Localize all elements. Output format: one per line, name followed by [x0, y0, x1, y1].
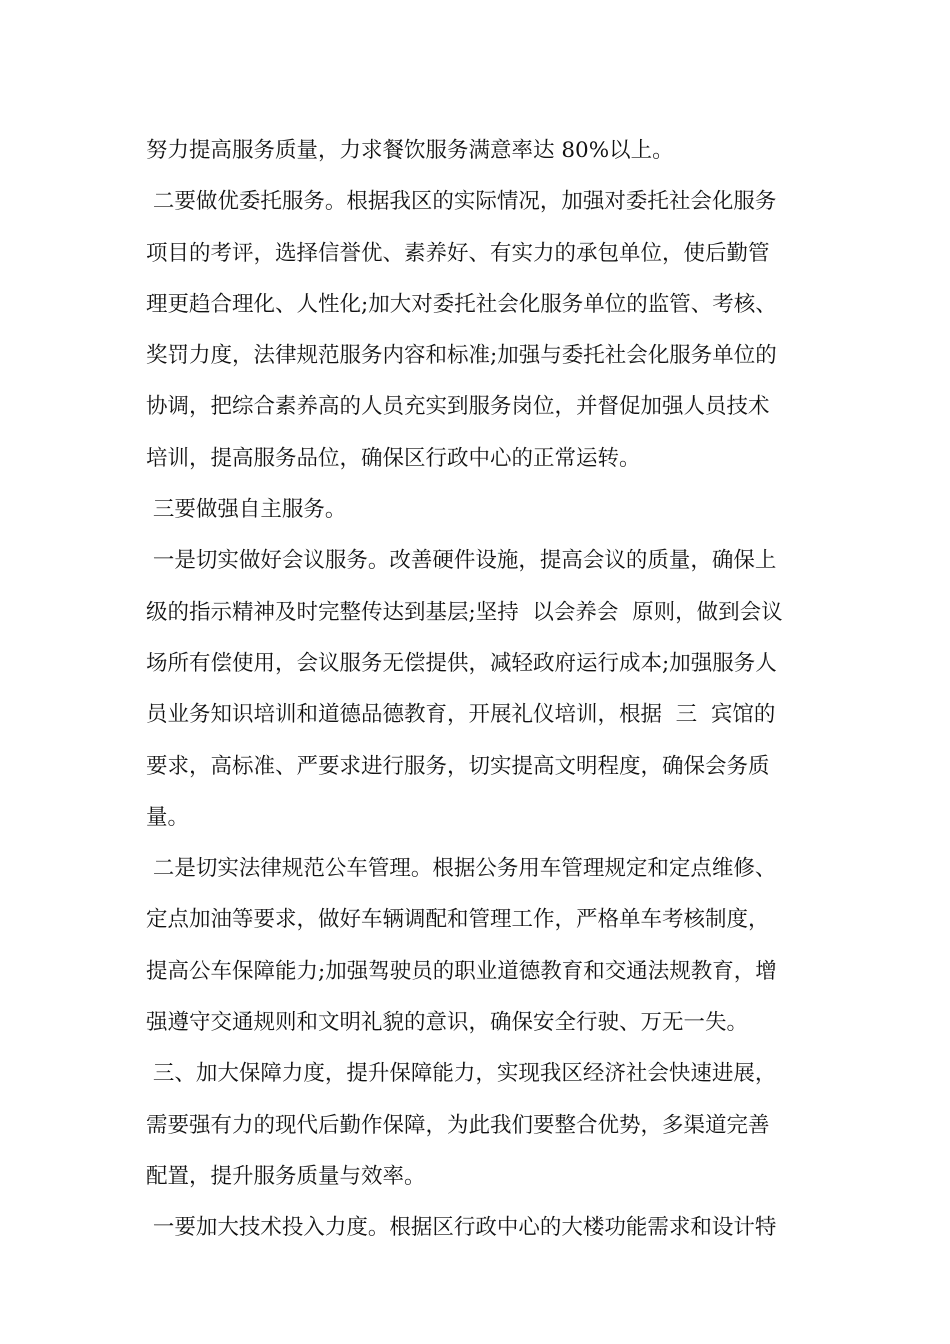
text-line: 三要做强自主服务。 [146, 497, 347, 523]
text-line: 努力提高服务质量，力求餐饮服务满意率达 80%以上。 [146, 138, 674, 163]
text-line: 员业务知识培训和道德品德教育，开展礼仪培训，根据 三 宾馆的 [146, 702, 776, 728]
text-line: 二是切实法律规范公车管理。根据公务用车管理规定和定点维修、 [146, 856, 777, 882]
text-line: 定点加油等要求，做好车辆调配和管理工作，严格单车考核制度， [146, 907, 770, 933]
text-line: 场所有偿使用，会议服务无偿提供，减轻政府运行成本;加强服务人 [146, 650, 777, 676]
text-line: 强遵守交通规则和文明礼貌的意识，确保安全行驶、万无一失。 [146, 1010, 749, 1036]
text-line: 量。 [146, 804, 190, 830]
text-line: 二要做优委托服务。根据我区的实际情况，加强对委托社会化服务 [146, 189, 777, 215]
text-line: 一是切实做好会议服务。改善硬件设施，提高会议的质量，确保上 [146, 548, 777, 574]
text-line: 级的指示精神及时完整传达到基层;坚持 以会养会 原则，做到会议 [146, 599, 783, 625]
text-line: 要求，高标准、严要求进行服务，切实提高文明程度，确保会务质 [146, 753, 770, 779]
text-line: 配置，提升服务质量与效率。 [146, 1163, 426, 1189]
text-line: 奖罚力度，法律规范服务内容和标准;加强与委托社会化服务单位的 [146, 343, 777, 369]
text-line: 需要强有力的现代后勤作保障，为此我们要整合优势，多渠道完善 [146, 1112, 770, 1138]
text-line: 培训，提高服务品位，确保区行政中心的正常运转。 [146, 445, 641, 471]
text-line: 三、加大保障力度，提升保障能力，实现我区经济社会快速进展， [146, 1061, 777, 1087]
text-line: 项目的考评，选择信誉优、素养好、有实力的承包单位，使后勤管 [146, 240, 770, 266]
text-line: 一要加大技术投入力度。根据区行政中心的大楼功能需求和设计特 [146, 1215, 777, 1241]
document-body [146, 125, 816, 1254]
text-line: 提高公车保障能力;加强驾驶员的职业道德教育和交通法规教育，增 [146, 958, 777, 984]
text-line: 理更趋合理化、人性化;加大对委托社会化服务单位的监管、考核、 [146, 291, 777, 317]
text-line: 协调，把综合素养高的人员充实到服务岗位，并督促加强人员技术 [146, 394, 770, 420]
